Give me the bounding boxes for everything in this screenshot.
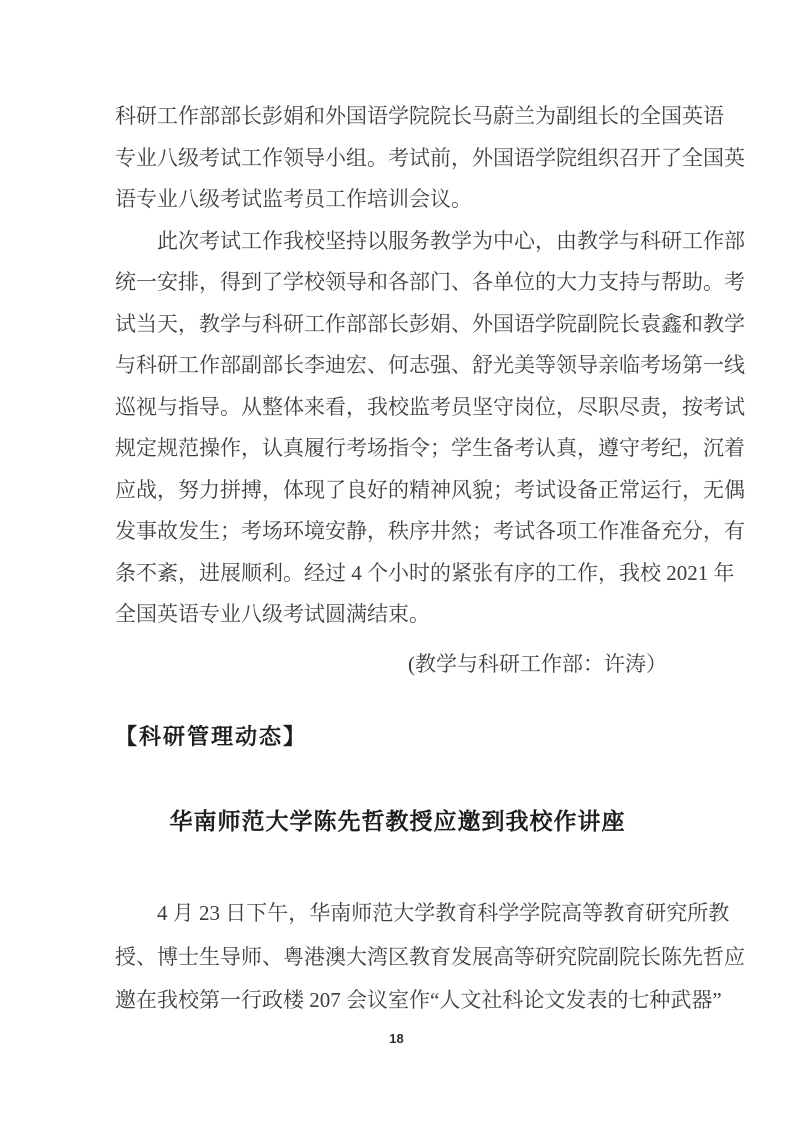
paragraph-line: 此次考试工作我校坚持以服务教学为中心，由教学与科研工作部: [157, 228, 745, 253]
paragraph-line: 试当天，教学与科研工作部部长彭娟、外国语学院副院长袁鑫和教学: [115, 311, 745, 336]
attribution-line: (教学与科研工作部：许涛）: [408, 652, 667, 676]
section-heading: 【科研管理动态】: [115, 724, 308, 749]
lecture-article-body: [115, 892, 745, 1023]
lecture-intro-paragraph: [115, 892, 745, 1023]
paragraph-line: 条不紊，进展顺利。经过 4 个小时的紧张有序的工作，我校 2021 年: [115, 560, 735, 585]
paragraph-line: 统一安排，得到了学校领导和各部门、各单位的大力支持与帮助。考: [115, 270, 745, 294]
paragraph-line: 4 月 23 日下午，华南师范大学教育科学学院高等教育研究所教: [157, 901, 730, 925]
page-number: 18: [389, 1031, 404, 1046]
paragraph-line: 全国英语专业八级考试圆满结束。: [115, 602, 430, 626]
paragraph-line: 授、博士生导师、粤港澳大湾区教育发展高等研究院副院长陈先哲应: [115, 944, 745, 969]
paragraph-line: 应战，努力拼搏，体现了良好的精神风貌；考试设备正常运行，无偶: [115, 477, 745, 502]
paragraph-line: 与科研工作部副部长李迪宏、何志强、舒光美等领导亲临考场第一线: [115, 353, 745, 377]
lecture-article-title: 华南师范大学陈先哲教授应邀到我校作讲座: [169, 808, 626, 834]
exam-summary-paragraph: [115, 221, 745, 636]
paragraph-line: 邀在我校第一行政楼 207 会议室作“人文社科论文发表的七种武器”: [115, 988, 722, 1012]
paragraph-line: 发事故发生；考场环境安静，秩序井然；考试各项工作准备充分，有: [115, 519, 745, 543]
paragraph-line: 规定规范操作，认真履行考场指令；学生备考认真，遵守考纪，沉着: [115, 436, 745, 460]
paragraph-line: 语专业八级考试监考员工作培训会议。: [115, 187, 472, 211]
exam-article-body: [115, 96, 745, 636]
paragraph-line: 专业八级考试工作领导小组。考试前，外国语学院组织召开了全国英: [115, 145, 745, 170]
paragraph-line: 科研工作部部长彭娟和外国语学院院长马蔚兰为副组长的全国英语: [115, 104, 724, 128]
paragraph-line: 巡视与指导。从整体来看，我校监考员坚守岗位，尽职尽责，按考试: [115, 394, 745, 419]
exam-continuation-paragraph: [115, 96, 745, 221]
